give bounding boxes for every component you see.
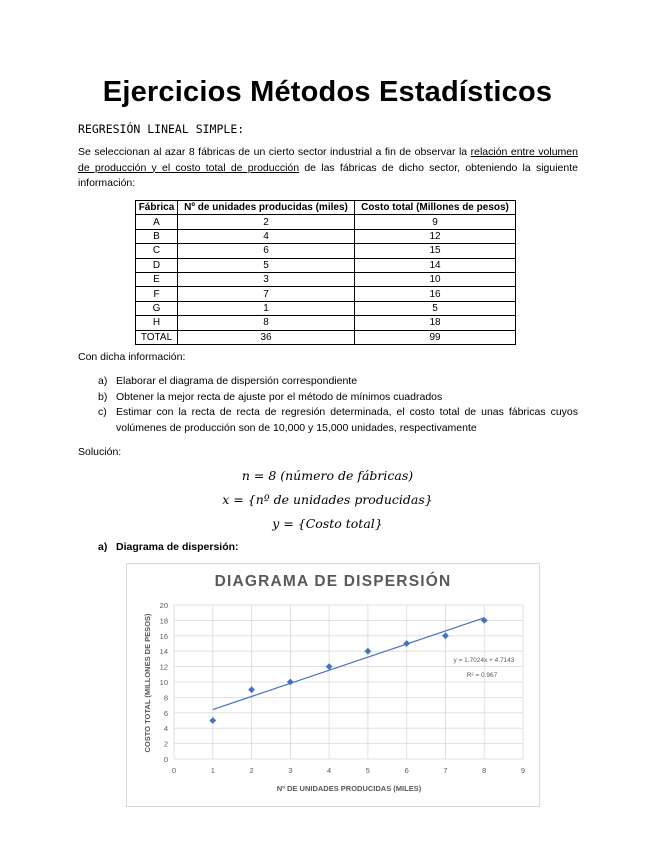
cell-fabrica: D — [136, 258, 178, 272]
data-point — [209, 717, 216, 724]
cell-unidades: 7 — [178, 287, 355, 301]
chart-container — [126, 563, 540, 807]
table-row — [136, 272, 516, 286]
equation-n: n = 8 (número de fábricas) — [241, 468, 414, 483]
section-subtitle: REGRESIÓN LINEAL SIMPLE: — [78, 122, 245, 136]
table-header-row — [136, 201, 516, 215]
table-row — [136, 287, 516, 301]
cell-costo: 5 — [355, 301, 516, 315]
cell-unidades: 6 — [178, 244, 355, 258]
task-list — [98, 374, 578, 436]
x-tick-label: 3 — [288, 766, 293, 775]
cell-costo: 16 — [355, 287, 516, 301]
solution-label: Solución: — [78, 446, 122, 458]
table-row — [136, 258, 516, 272]
cell-unidades: 2 — [178, 215, 355, 229]
trendline — [213, 618, 484, 710]
header-unidades: Nº de unidades producidas (miles) — [178, 201, 355, 215]
list-item-text: Elaborar el diagrama de dispersión correspondiente — [116, 375, 358, 387]
x-axis-label: Nº DE UNIDADES PRODUCIDAS (MILES) — [276, 784, 422, 793]
data-point — [442, 632, 449, 639]
y-tick-label: 2 — [163, 739, 168, 749]
y-tick-label: 4 — [163, 724, 168, 734]
lead-text: Con dicha información: — [78, 351, 186, 363]
section-label: Diagrama de dispersión: — [116, 541, 239, 553]
y-tick-label: 12 — [159, 662, 168, 672]
x-tick-label: 0 — [171, 766, 177, 775]
trendline-equation: y = 1.7024x + 4.7143 — [453, 657, 515, 664]
y-tick-label: 0 — [163, 755, 168, 764]
list-item — [98, 405, 578, 436]
cell-unidades: 1 — [178, 301, 355, 315]
intro-paragraph — [78, 145, 578, 192]
cell-costo: 10 — [355, 272, 516, 286]
equation-x: x = {nº de unidades producidas} — [222, 492, 433, 507]
cell-costo: 12 — [355, 229, 516, 243]
x-tick-label: 9 — [520, 766, 526, 775]
cell-costo: 9 — [355, 215, 516, 229]
x-tick-label: 2 — [249, 766, 254, 775]
table-total-row — [136, 330, 516, 344]
list-item-text: Estimar con la recta de recta de regresión determinada, el costo total de unas fábricas cuyos volúmenes de producción son de 10,000 y 15,000 unidades, respectivamente — [116, 406, 578, 434]
cell-fabrica: B — [136, 229, 178, 243]
x-tick-label: 8 — [482, 766, 487, 775]
cell-unidades: 4 — [178, 229, 355, 243]
y-tick-label: 8 — [163, 693, 168, 703]
table-row — [136, 244, 516, 258]
header-costo: Costo total (Millones de pesos) — [355, 201, 516, 215]
page-title: Ejercicios Métodos Estadísticos — [102, 76, 553, 108]
cell-unidades: 3 — [178, 272, 355, 286]
cell-fabrica: A — [136, 215, 178, 229]
cell-fabrica: G — [136, 301, 178, 315]
data-point — [364, 648, 371, 655]
trendline-r2: R² = 0.967 — [466, 672, 498, 679]
data-point — [248, 686, 255, 693]
table-row — [136, 215, 516, 229]
header-fabrica: Fábrica — [136, 201, 178, 215]
list-item — [98, 374, 578, 390]
y-axis-label: COSTO TOTAL (MILLONES DE PESOS) — [143, 613, 152, 753]
cell-fabrica: TOTAL — [136, 330, 178, 344]
cell-fabrica: C — [136, 244, 178, 258]
y-tick-label: 6 — [163, 708, 168, 718]
x-tick-label: 1 — [210, 766, 215, 775]
cell-costo: 15 — [355, 244, 516, 258]
cell-costo: 14 — [355, 258, 516, 272]
y-tick-label: 14 — [159, 647, 168, 657]
x-tick-label: 6 — [404, 766, 409, 775]
cell-costo: 99 — [355, 330, 516, 344]
list-marker: c) — [98, 406, 107, 418]
cell-unidades: 36 — [178, 330, 355, 344]
intro-underlined-text: relación entre volumen de producción y el costo total de producción — [78, 146, 578, 174]
intro-text-part2: de las fábricas de dicho sector, obteniendo la siguiente información: — [78, 161, 578, 189]
table-row — [136, 229, 516, 243]
table-row — [136, 316, 516, 330]
y-tick-label: 18 — [159, 616, 168, 626]
list-marker: b) — [98, 390, 108, 403]
y-tick-label: 16 — [159, 631, 168, 641]
data-point — [403, 640, 410, 647]
x-tick-label: 7 — [443, 766, 448, 775]
cell-unidades: 8 — [178, 316, 355, 330]
x-tick-label: 5 — [365, 766, 370, 775]
list-item-text: Obtener la mejor recta de ajuste por el método de mínimos cuadrados — [116, 390, 443, 403]
cell-unidades: 5 — [178, 258, 355, 272]
equation-y: y = {Costo total} — [272, 516, 383, 531]
cell-costo: 18 — [355, 316, 516, 330]
section-marker: a) — [98, 541, 108, 553]
data-table — [135, 200, 516, 345]
chart-title: DIAGRAMA DE DISPERSIÓN — [214, 573, 452, 590]
y-tick-label: 10 — [159, 678, 168, 687]
cell-fabrica: F — [136, 287, 178, 301]
cell-fabrica: H — [136, 316, 178, 330]
y-tick-label: 20 — [159, 601, 168, 610]
cell-fabrica: E — [136, 272, 178, 286]
table-row — [136, 301, 516, 315]
intro-text-part1: Se seleccionan al azar 8 fábricas de un cierto sector industrial a fin de observar la — [78, 146, 471, 158]
list-item — [98, 390, 578, 406]
list-marker: a) — [98, 375, 108, 387]
x-tick-label: 4 — [327, 766, 332, 775]
section-heading — [98, 541, 239, 553]
scatter-chart — [127, 564, 539, 806]
